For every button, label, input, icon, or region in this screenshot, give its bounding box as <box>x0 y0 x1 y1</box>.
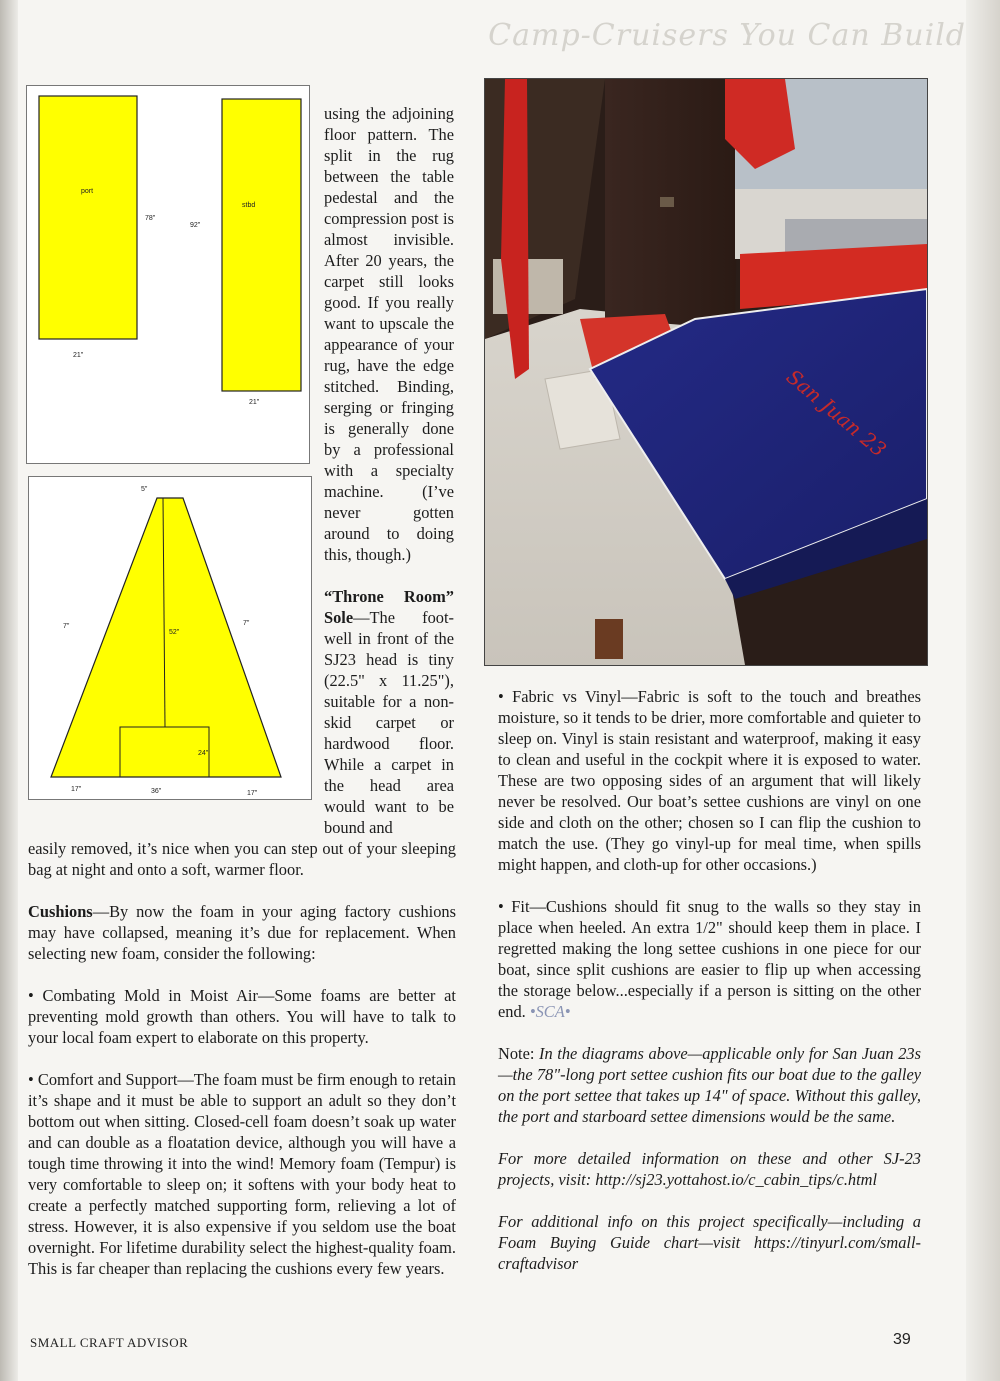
bottom-right-label: 17" <box>247 790 258 797</box>
mold-paragraph: • Combating Mold in Moist Air—Some foams are better at preventing mold growth than others. You will have to talk to your local foam expert to elaborate on this property. <box>28 986 456 1047</box>
throne-room-heading: “Throne Room” Sole <box>324 587 454 627</box>
height-label: 52" <box>169 629 180 636</box>
bottom-center-label: 36" <box>151 788 162 795</box>
port-length-label: 78" <box>145 215 156 222</box>
settee-cushion-svg <box>27 86 309 463</box>
carpet-continuation: easily removed, it’s nice when you can step out of your sleeping bag at night and onto a soft, warmer floor. <box>28 839 456 879</box>
throne-room-paragraph <box>324 586 454 838</box>
port-label: port <box>81 188 94 195</box>
page-gutter-shadow <box>0 0 18 1381</box>
bottom-left-label: 17" <box>71 786 82 793</box>
port-width-label: 21" <box>73 352 84 359</box>
top-width-label: 5" <box>141 486 148 493</box>
additional-info-paragraph: For additional info on this project specifically—including a Foam Buying Guide chart—visit https://tinyurl.com/small-craftadvisor <box>498 1212 921 1273</box>
stbd-width-label: 21" <box>249 399 260 406</box>
fit-text: • Fit—Cushions should fit snug to the walls so they stay in place when heeled. An extra 1/2" should keep them in place. I regretted making the long settee cushions in one piece for our boat, since split cushions are easier to flip up when accessing the storage below...especially if a person is sitting on the other end. <box>498 897 921 1021</box>
port-cushion-shape <box>39 96 137 339</box>
settee-cushion-diagram <box>26 85 310 464</box>
cabin-settee-photo <box>484 78 928 666</box>
cabin-photo-svg <box>485 79 927 665</box>
cushions-heading: Cushions <box>28 902 93 921</box>
stbd-length-label: 92" <box>190 222 201 229</box>
left-side-label: 7" <box>63 623 70 630</box>
throne-room-text: —The foot-well in front of the SJ23 head is tiny (22.5" x 11.25"), suitable for a non-skid carpet or hardwood floor. While a carpet in the head area would want to be bound and <box>324 608 454 837</box>
narrow-text-column <box>324 103 454 838</box>
running-header: Camp-Cruisers You Can Build <box>488 18 966 53</box>
page-number: 39 <box>893 1331 911 1348</box>
cushion-embroidery: San Juan 23 <box>781 364 891 462</box>
fabric-vinyl-paragraph: • Fabric vs Vinyl—Fabric is soft to the touch and breathes moisture, so it tends to be drier, more comfortable and quieter to sleep on. Vinyl is stain resistant and waterproof, making it easy to clean and useful in the cockpit where it is exposed to water. These are two opposing sides of an argument that will likely never be resolved. Our boat’s settee cushions are vinyl on one side and cloth on the other; chosen so I can flip the cushion to match the use. (They go vinyl-up for meal time, when spills might happen, and cloth-up for other occasions.) <box>498 687 921 874</box>
stbd-cushion-shape <box>222 99 301 391</box>
magazine-name-footer: SMALL CRAFT ADVISOR <box>30 1335 189 1350</box>
sole-trapezoid-shape <box>51 498 281 777</box>
comfort-paragraph: • Comfort and Support—The foam must be firm enough to retain it’s shape and it must be able to support an adult so they don’t bottom out when sitting. Closed-cell foam doesn’t soak up water and can double as a floatation device, although you will have a tough time throwing it into the wind! Memory foam (Tempur) is very comfortable to sleep on; it softens with your body heat to create a perfectly matched supporting form, relieving a lot of stress. However, it is also expensive if you seldom use the boat overnight. For lifetime durability select the highest-quality foam. This is far cheaper than replacing the cushions every few years. <box>28 1070 456 1278</box>
cushions-paragraph <box>28 901 456 964</box>
left-text-column <box>28 838 456 1300</box>
sca-end-mark: •SCA• <box>529 1002 571 1021</box>
sole-diagram-svg <box>29 477 311 799</box>
stbd-label: stbd <box>242 202 256 209</box>
right-text-column <box>498 686 921 1295</box>
note-paragraph <box>498 1043 921 1127</box>
page-edge-shadow <box>966 0 1000 1381</box>
cushions-text: —By now the foam in your aging factory cushions may have collapsed, meaning it’s due for replacement. When selecting new foam, consider the following: <box>28 902 456 963</box>
note-label: Note: <box>498 1044 535 1063</box>
note-text: In the diagrams above—applicable only for San Juan 23s—the 78"-long port settee cushion fits our boat due to the galley on the port settee that takes up 14" of space. Without this galley, the port and starboard settee dimensions would be the same. <box>498 1044 921 1126</box>
right-side-label: 7" <box>243 620 250 627</box>
carpet-paragraph: using the adjoining floor pattern. The split in the rug between the table pedestal and the compression post is almost invisible. After 20 years, the carpet still looks good. If you really want to upscale the appearance of your rug, have the edge stitched. Binding, serging or fringing is generally done by a professional with a specialty machine. (I’ve never gotten around to doing this, though.) <box>324 104 454 564</box>
fit-paragraph <box>498 896 921 1022</box>
throne-room-sole-diagram <box>28 476 312 800</box>
notch-label: 24" <box>198 750 209 757</box>
more-info-paragraph: For more detailed information on these and other SJ-23 projects, visit: http://sj23.yottahost.io/c_cabin_tips/c.html <box>498 1149 921 1189</box>
